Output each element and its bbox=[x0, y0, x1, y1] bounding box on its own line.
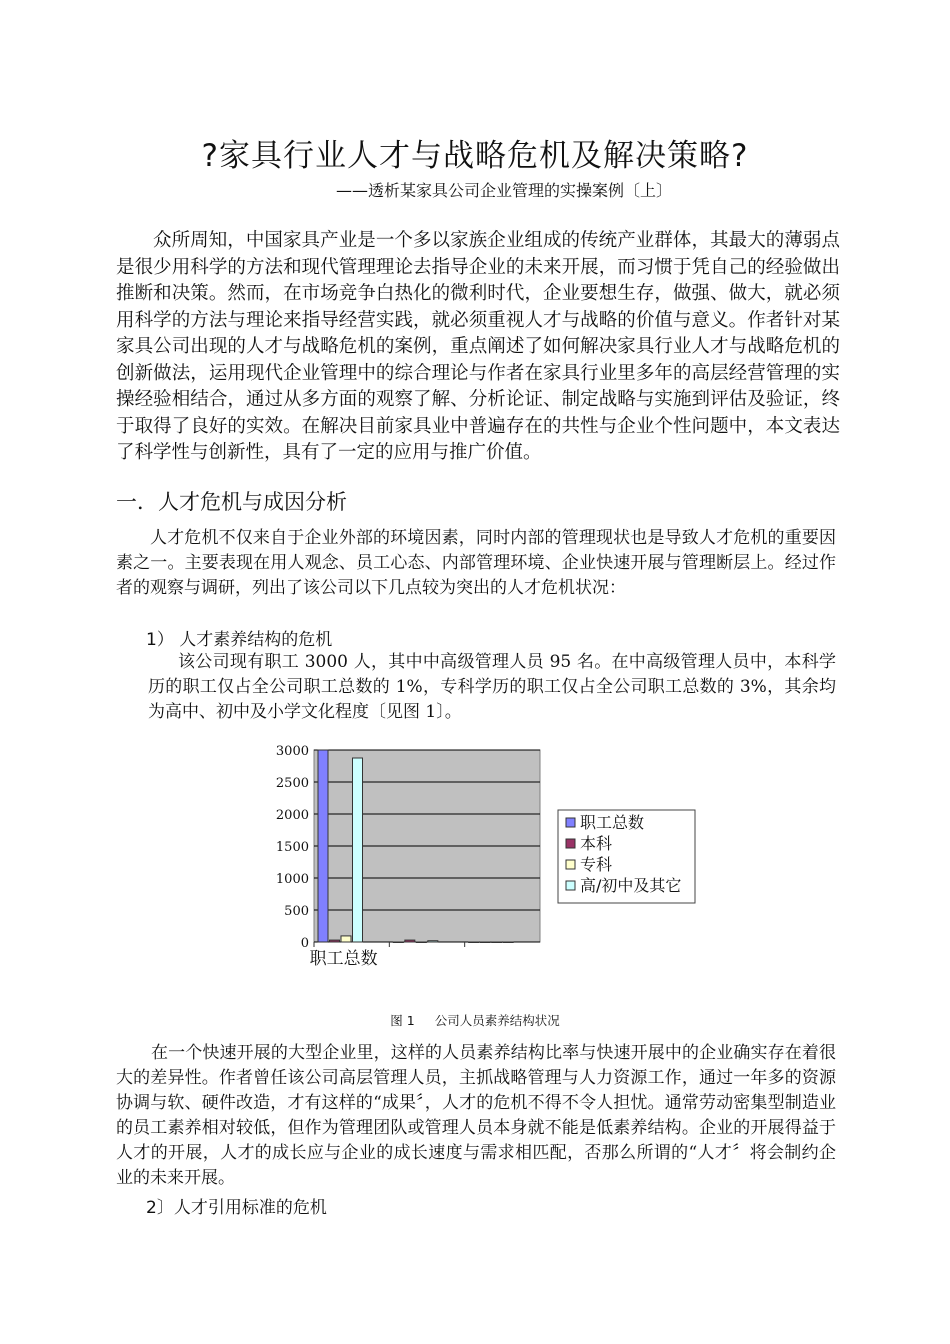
bar bbox=[393, 942, 403, 943]
bar bbox=[469, 942, 479, 943]
legend-swatch bbox=[566, 860, 575, 869]
figure-label: 图 1 bbox=[390, 1013, 415, 1028]
y-tick-label: 0 bbox=[300, 936, 309, 951]
bar bbox=[341, 936, 351, 942]
intro-paragraph: 众所周知，中国家具产业是一个多以家族企业组成的传统产业群体，其最大的薄弱点是很少用科学的方法和现代管理理论去指导企业的未来开展，而习惯于凭自己的经验做出推断和决策。然而，在市场竞争白热化的微利时代，企业要想生存，做强、做大，就必须用科学的方法与理论来指导经营实践，就必须重视人才与战略的价值与意义。作者针对某家具公司出现的人才与战略危机的案例，重点阐述了如何解决家具行业人才与战略危机的创新做法，运用现代企业管理中的综合理论与作者在家具行业里多年的高层经营管理的实操经验相结合，通过从多方面的观察了解、分析论证、制定战略与实施到评估及验证，终于取得了良好的实效。在解决目前家具业中普遍存在的共性与企业个性问题中，本文表达了科学性与创新性，具有了一定的应用与推广价值。 bbox=[116, 230, 840, 463]
bar bbox=[416, 942, 426, 943]
legend-swatch bbox=[566, 881, 575, 890]
subsection-paragraph: 该公司现有职工 3000 人，其中中高级管理人员 95 名。在中高级管理人员中，本科学历的职工仅占全公司职工总数的 1%，专科学历的职工仅占全公司职工总数的 3%，其余均为高中、初中及小学文化程度〔见图 1〕。 bbox=[148, 652, 836, 722]
legend-label: 本科 bbox=[580, 834, 613, 853]
y-tick-label: 1500 bbox=[275, 840, 309, 855]
bar bbox=[353, 758, 363, 942]
legend-swatch bbox=[566, 818, 575, 827]
bar bbox=[428, 941, 438, 942]
page-title: ?家具行业人才与战略危机及解决策略? bbox=[201, 138, 749, 174]
y-tick-label: 2000 bbox=[275, 808, 309, 823]
bar bbox=[480, 942, 490, 943]
section-heading: 一．人才危机与成因分析 bbox=[116, 490, 347, 514]
subtitle: ——透析某家具公司企业管理的实操案例〔上〕 bbox=[336, 181, 673, 200]
bar bbox=[405, 940, 415, 942]
figure-caption bbox=[0, 1011, 950, 1029]
y-tick-label: 3000 bbox=[275, 744, 309, 759]
section-paragraph: 人才危机不仅来自于企业外部的环境因素，同时内部的管理现状也是导致人才危机的重要因素之一。主要表现在用人观念、员工心态、内部管理环境、企业快速开展与管理断层上。经过作者的观察与调研，列出了该公司以下几点较为突出的人才危机状况： bbox=[116, 528, 836, 598]
y-tick-label: 1000 bbox=[275, 872, 309, 887]
legend-swatch bbox=[566, 839, 575, 848]
y-tick-label: 2500 bbox=[275, 776, 309, 791]
bar bbox=[330, 940, 340, 942]
bar bbox=[318, 750, 328, 942]
legend-label: 高/初中及其它 bbox=[580, 876, 682, 895]
bar bbox=[503, 942, 513, 943]
x-category-label: 职工总数 bbox=[309, 949, 378, 969]
subsection-heading-2: 2〕人才引用标准的危机 bbox=[146, 1198, 327, 1218]
bar-chart bbox=[262, 740, 708, 972]
legend-label: 职工总数 bbox=[580, 813, 645, 832]
subsection-heading: 1） 人才素养结构的危机 bbox=[146, 630, 333, 650]
section-paragraph-2: 在一个快速开展的大型企业里，这样的人员素养结构比率与快速开展中的企业确实存在着很大的差异性。作者曾任该公司高层管理人员，主抓战略管理与人力资源工作，通过一年多的资源协调与软、硬件改造，才有这样的“成果〞，人才的危机不得不令人担忧。通常劳动密集型制造业的员工素养相对较低，但作为管理团队或管理人员本身就不能是低素养结构。企业的开展得益于人才的开展，人才的成长应与企业的成长速度与需求相匹配，否那么所谓的“人才〞将会制约企业的未来开展。 bbox=[116, 1043, 836, 1188]
y-tick-label: 500 bbox=[284, 904, 309, 919]
figure-caption-text: 公司人员素养结构状况 bbox=[434, 1013, 560, 1028]
legend-label: 专科 bbox=[580, 855, 613, 874]
bar bbox=[492, 942, 502, 943]
